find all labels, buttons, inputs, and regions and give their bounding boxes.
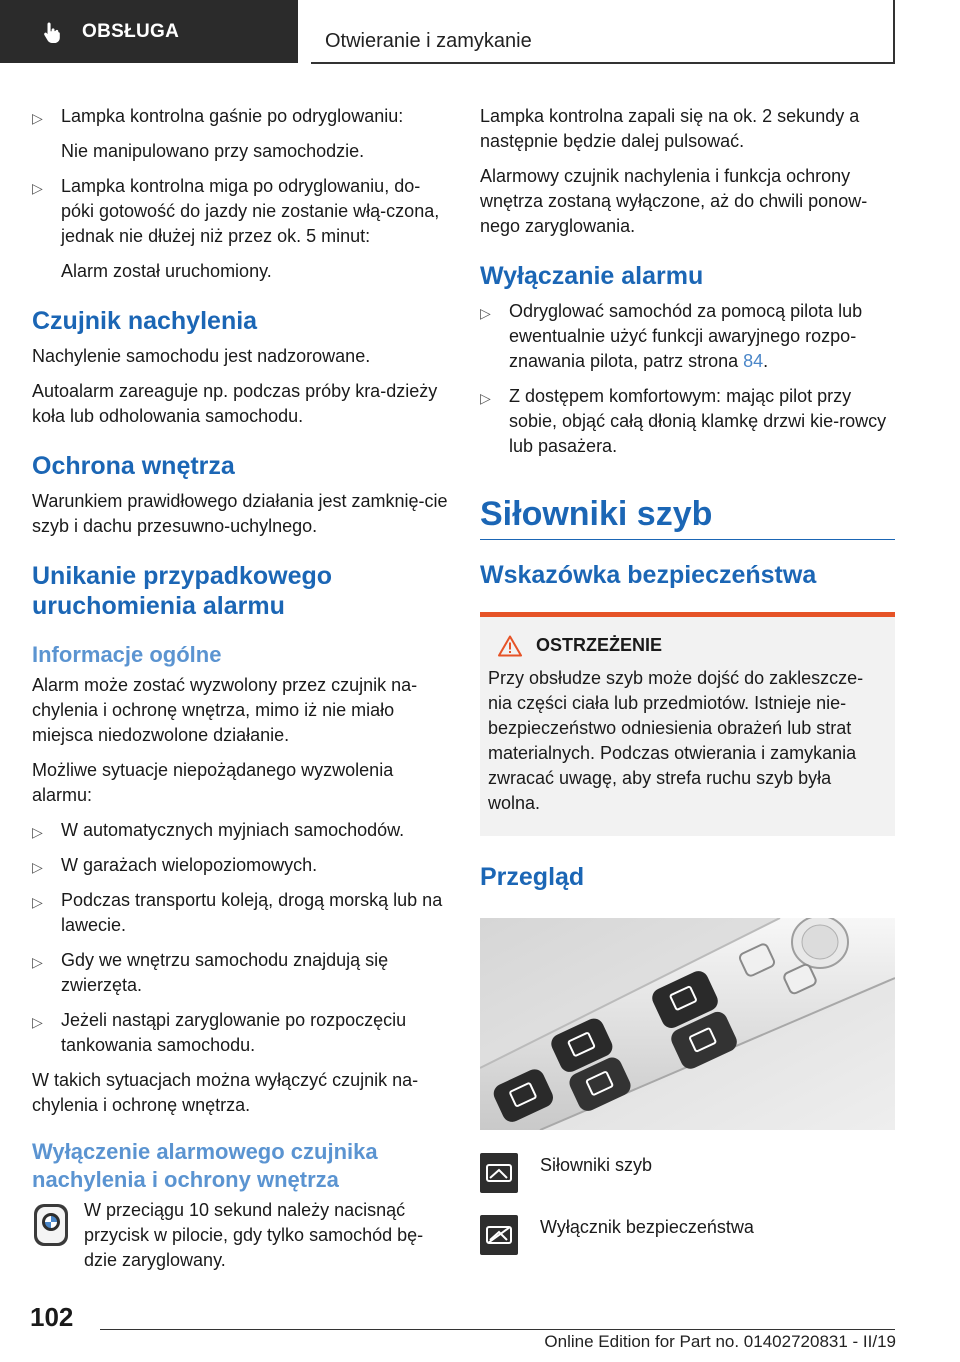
warning-box	[480, 612, 895, 836]
legend-label: Wyłącznik bezpieczeństwa	[540, 1217, 754, 1237]
window-switch-icon	[480, 1153, 518, 1193]
heading-interior-protection: Ochrona wnętrza	[32, 452, 235, 480]
paragraph: W przeciągu 10 sekund należy nacisnąć przycisk w pilocie, gdy tylko samochód bę-dzie zaryglowany.	[84, 1200, 424, 1270]
bullet-triangle-icon: ▷	[32, 180, 43, 196]
window-switches-photo	[480, 918, 895, 1130]
list-item: ▷ Lampka kontrolna miga po odryglowaniu, do-póki gotowość do jazdy nie zostanie włą-czona, jednak nie dłużej niż przez ok. 5 minut:	[32, 176, 440, 246]
list-item: ▷ Gdy we wnętrzu samochodu znajdują się zwierzęta.	[32, 950, 389, 995]
footer-edition: Online Edition for Part no. 01402720831 - II/19	[544, 1332, 896, 1351]
hand-pointer-icon	[40, 20, 64, 44]
heading-disable-sensors: Wyłączenie alarmowego czujnika nachylenia i ochrony wnętrza	[32, 1139, 378, 1192]
subsection-header	[311, 0, 895, 64]
page-number: 102	[30, 1302, 74, 1332]
list-item: ▷ W garażach wielopoziomowych.	[32, 853, 450, 878]
legend-window-switch	[480, 1153, 895, 1193]
legend-safety-switch	[480, 1215, 895, 1255]
bullet-triangle-icon: ▷	[32, 954, 43, 970]
paragraph: Możliwe sytuacje niepożądanego wyzwolenia alarmu:	[32, 760, 394, 805]
list-item: ▷ Lampka kontrolna gaśnie po odryglowaniu:	[32, 104, 450, 129]
left-column	[32, 104, 450, 1273]
bullet-triangle-icon: ▷	[32, 1014, 43, 1030]
paragraph: W takich sytuacjach można wyłączyć czujnik na-chylenia i ochronę wnętrza.	[32, 1070, 419, 1115]
remote-instruction	[32, 1198, 450, 1273]
paragraph: Alarm może zostać wyzwolony przez czujnik na-chylenia i ochronę wnętrza, mimo iż nie miało miejsca niedozwolone działanie.	[32, 675, 418, 745]
list-item-result: Alarm został uruchomiony.	[61, 261, 272, 281]
list-item: ▷ Jeżeli nastąpi zaryglowanie po rozpoczęciu tankowania samochodu.	[32, 1010, 407, 1055]
warning-text: Przy obsłudze szyb może dojść do zakleszcze-nia części ciała lub przedmiotów. Istnieje nie-bezpieczeństwo odniesienia obrażeń lub strat materialnych. Podczas otwierania i zamykania zwracać uwagę, aby strefa ruchu szyb była wolna.	[488, 668, 864, 813]
paragraph: Nachylenie samochodu jest nadzorowane.	[32, 346, 371, 366]
section-tab	[0, 0, 298, 63]
bullet-triangle-icon: ▷	[32, 110, 43, 126]
heading-overview: Przegląd	[480, 863, 585, 891]
bullet-triangle-icon: ▷	[32, 859, 43, 875]
subsection-title: Otwieranie i zamykanie	[325, 30, 532, 52]
bullet-triangle-icon: ▷	[480, 390, 491, 406]
paragraph: Warunkiem prawidłowego działania jest zamknię-cie szyb i dachu przesuwno-uchylnego.	[32, 491, 448, 536]
bullet-triangle-icon: ▷	[32, 894, 43, 910]
warning-header: OSTRZEŻENIE	[488, 633, 887, 658]
footer-divider	[100, 1329, 895, 1330]
right-column	[480, 104, 895, 1255]
remote-key-icon	[32, 1202, 70, 1248]
heading-general-info: Informacje ogólne	[32, 642, 222, 667]
bullet-triangle-icon: ▷	[32, 824, 43, 840]
heading-tilt-sensor: Czujnik nachylenia	[32, 307, 258, 335]
heading-avoid-false-alarm: Unikanie przypadkowego uruchomienia alarmu	[32, 562, 333, 620]
legend-label: Siłowniki szyb	[540, 1155, 653, 1175]
page-link[interactable]: 84	[743, 351, 764, 371]
section-title: OBSŁUGA	[82, 20, 180, 42]
list-item: ▷ Z dostępem komfortowym: mając pilot przy sobie, objąć całą dłonią klamkę drzwi kie-rowcy lub pasażera.	[480, 386, 887, 456]
heading-safety-note: Wskazówka bezpieczeństwa	[480, 561, 817, 589]
list-item: ▷ Podczas transportu koleją, drogą morską lub na lawecie.	[32, 890, 443, 935]
list-item: ▷ W automatycznych myjniach samochodów.	[32, 818, 450, 843]
paragraph: Autoalarm zareaguje np. podczas próby kra-dzieży koła lub odholowania samochodu.	[32, 381, 438, 426]
bullet-triangle-icon: ▷	[480, 305, 491, 321]
heading-alarm-off: Wyłączanie alarmu	[480, 262, 704, 290]
heading-window-regulators: Siłowniki szyb	[480, 493, 895, 540]
safety-switch-icon	[480, 1215, 518, 1255]
warning-triangle-icon	[498, 635, 522, 657]
paragraph: Lampka kontrolna zapali się na ok. 2 sekundy a następnie będzie dalej pulsować.	[480, 106, 860, 151]
list-item-result: Nie manipulowano przy samochodzie.	[61, 141, 365, 161]
paragraph: Alarmowy czujnik nachylenia i funkcja ochrony wnętrza zostaną wyłączone, aż do chwili ponow-nego zaryglowania.	[480, 166, 868, 236]
list-item: ▷ Odryglować samochód za pomocą pilota lub ewentualnie użyć funkcji awaryjnego rozpo-znawania pilota, patrz strona 84.	[480, 301, 863, 371]
